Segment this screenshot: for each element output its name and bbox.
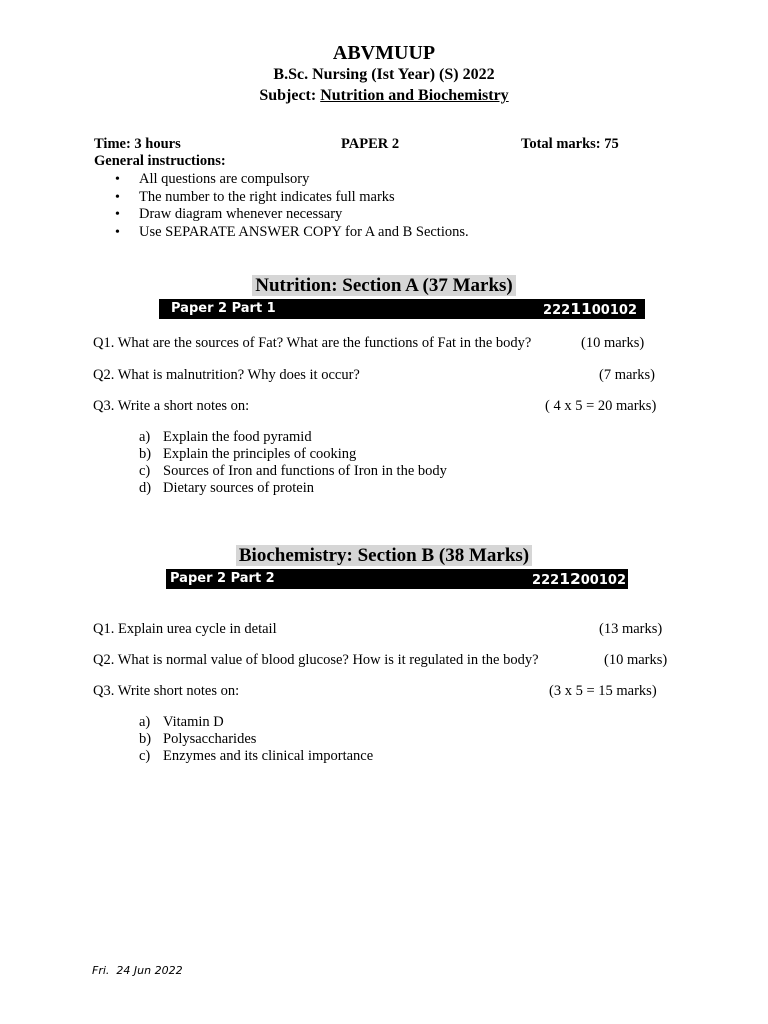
list-item: c) Enzymes and its clinical importance: [139, 748, 374, 764]
subject-name: Nutrition and Biochemistry: [320, 87, 509, 104]
section-b-bar-label: Paper 2 Part 2: [170, 571, 275, 586]
section-a-q1-marks: (10 marks): [581, 335, 645, 351]
footer-date: Fri. 24 Jun 2022: [92, 964, 183, 977]
section-a-q3-marks: ( 4 x 5 = 20 marks): [545, 398, 657, 414]
exam-title: ABVMUUP: [332, 42, 436, 64]
section-b-q2-marks: (10 marks): [604, 652, 668, 668]
subject-line: [0, 87, 768, 105]
course-line: B.Sc. Nursing (Ist Year) (S) 2022: [273, 66, 495, 83]
section-a-heading: Nutrition: Section A (37 Marks): [252, 275, 516, 296]
instructions-heading: General instructions:: [94, 153, 226, 169]
section-a-q3: Q3. Write a short notes on:: [93, 398, 250, 414]
list-item: b) Polysaccharides: [139, 731, 257, 747]
paper-label: PAPER 2: [341, 136, 400, 152]
section-a-q2: Q2. What is malnutrition? Why does it occur?: [93, 367, 360, 383]
section-b-q1: Q1. Explain urea cycle in detail: [93, 621, 277, 637]
section-a-code: 2221100102: [543, 300, 637, 318]
list-item: a) Vitamin D: [139, 714, 224, 730]
section-b-heading-wrap: [0, 544, 768, 568]
section-a-q2-marks: (7 marks): [599, 367, 655, 383]
list-item: c) Sources of Iron and functions of Iron in the body: [139, 463, 447, 479]
section-a-bar-label: Paper 2 Part 1: [171, 301, 276, 316]
instruction-item: • Use SEPARATE ANSWER COPY for A and B Sections.: [115, 224, 469, 242]
section-b-code-bar: [166, 569, 628, 589]
list-item: d) Dietary sources of protein: [139, 480, 314, 496]
section-b-subquestions: [139, 714, 373, 765]
section-b-q3: Q3. Write short notes on:: [93, 683, 240, 699]
total-marks-label: Total marks: 75: [521, 136, 619, 152]
section-b-heading: Biochemistry: Section B (38 Marks): [236, 545, 532, 566]
time-label: Time: 3 hours: [94, 136, 181, 152]
instructions-list: [115, 171, 469, 242]
section-a-code-bar: [159, 299, 645, 319]
instruction-item: • All questions are compulsory: [115, 171, 469, 189]
section-a-q1: Q1. What are the sources of Fat? What are the functions of Fat in the body?: [93, 335, 532, 351]
instruction-item: • Draw diagram whenever necessary: [115, 206, 469, 224]
section-a-heading-wrap: [0, 274, 768, 298]
subject-prefix: Subject:: [259, 87, 317, 104]
instruction-item: • The number to the right indicates full marks: [115, 189, 469, 207]
section-b-q2: Q2. What is normal value of blood glucose? How is it regulated in the body?: [93, 652, 539, 668]
section-b-q1-marks: (13 marks): [599, 621, 663, 637]
section-b-q3-marks: (3 x 5 = 15 marks): [549, 683, 657, 699]
list-item: a) Explain the food pyramid: [139, 429, 312, 445]
section-b-code: 2221200102: [532, 570, 626, 588]
section-a-subquestions: [139, 429, 447, 497]
list-item: b) Explain the principles of cooking: [139, 446, 357, 462]
